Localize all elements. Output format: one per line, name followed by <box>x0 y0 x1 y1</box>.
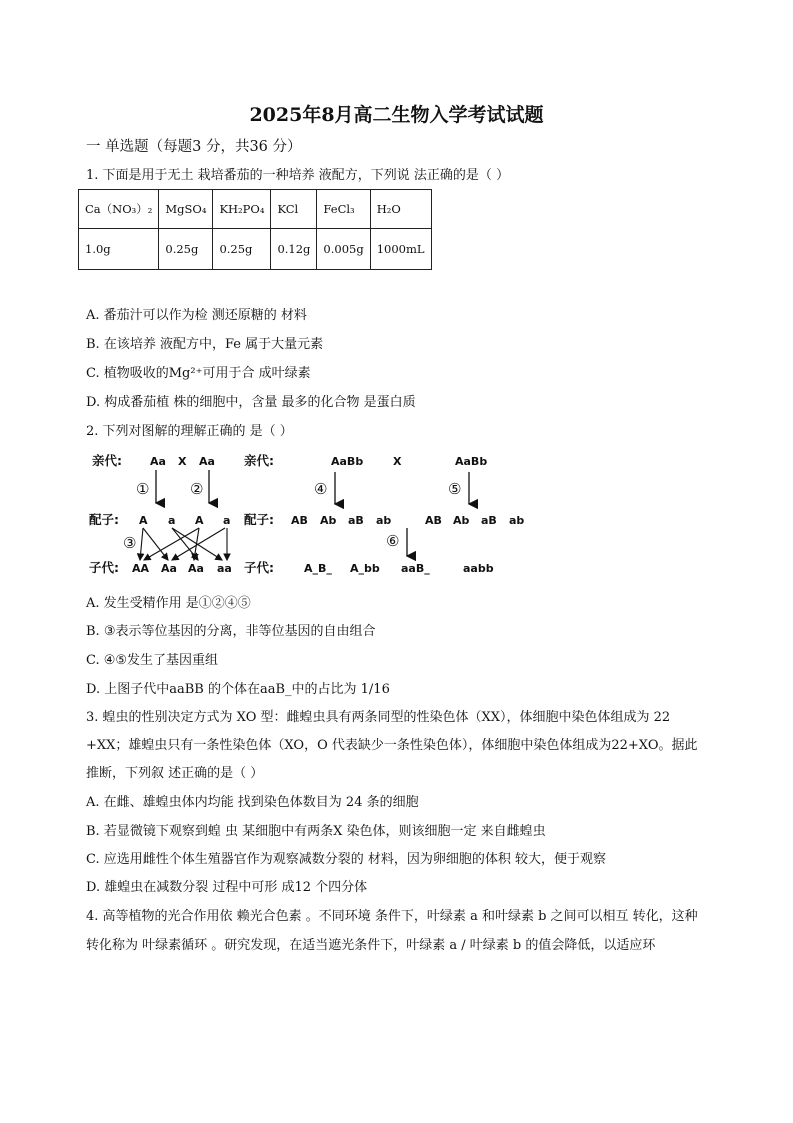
q3-option-c: C. 应选用雌性个体生殖器官作为观察减数分裂的 材料，因为卵细胞的体积 较大，便于观察 <box>86 852 607 867</box>
nutrient-table <box>78 189 432 270</box>
q2-stem: 2. 下列对图解的理解正确的 是（ ） <box>86 424 293 439</box>
right-offspring: A_B_ <box>304 562 332 575</box>
table-header-row <box>79 190 432 229</box>
right-offspring: aabb <box>463 562 494 575</box>
table-cell: 0.005g <box>317 229 370 270</box>
q3-line-3: 推断，下列叙 述正确的是（ ） <box>86 766 264 781</box>
q2-option-c: C. ④⑤发生了基因重组 <box>86 653 219 668</box>
right-gamete: Ab <box>320 514 337 527</box>
genetics-diagram <box>86 448 546 588</box>
offspring-label-left: 子代: <box>89 560 119 575</box>
q1-option-c: C. 植物吸收的Mg²⁺可用于合 成叶绿素 <box>86 366 311 381</box>
q3-line-1: 3. 蝗虫的性别决定方式为 XO 型：雌蝗虫具有两条同型的性染色体（XX），体细胞中染色体组成为 22 <box>86 710 671 725</box>
offspring-label-right: 子代: <box>244 560 274 575</box>
right-gamete: Ab <box>453 514 470 527</box>
left-offspring: AA <box>132 562 150 575</box>
right-offspring: aaB_ <box>401 562 430 575</box>
left-parent: Aa <box>150 455 166 468</box>
q2-option-a: A. 发生受精作用 是①②④⑤ <box>86 596 251 611</box>
table-cell: 0.25g <box>213 229 271 270</box>
q3-option-b: B. 若显微镜下观察到蝗 虫 某细胞中有两条X 染色体，则该细胞一定 来自雌蝗虫 <box>86 824 546 839</box>
section-heading: 一 单选题（每题3 分，共36 分） <box>86 139 302 155</box>
right-cross-sign: X <box>393 455 402 468</box>
right-parent: AaBb <box>331 455 364 468</box>
right-parent: AaBb <box>455 455 488 468</box>
table-row <box>79 229 432 270</box>
page-title: 2025年8月高二生物入学考试试题 <box>249 104 544 126</box>
left-gamete: A <box>139 514 148 527</box>
table-header-cell: KH₂PO₄ <box>213 190 271 229</box>
table-header-cell: H₂O <box>370 190 431 229</box>
table-header-cell: Ca（NO₃）₂ <box>79 190 159 229</box>
gamete-label-left: 配子: <box>89 512 119 527</box>
table-header-cell: MgSO₄ <box>159 190 213 229</box>
right-gamete: AB <box>425 514 442 527</box>
gamete-label-right: 配子: <box>244 512 274 527</box>
table-cell: 1.0g <box>79 229 159 270</box>
right-gamete: AB <box>291 514 308 527</box>
right-gamete: ab <box>376 514 392 527</box>
left-cross-sign: X <box>178 455 187 468</box>
table-cell: 0.25g <box>159 229 213 270</box>
table-cell: 0.12g <box>271 229 317 270</box>
q3-option-a: A. 在雌、雄蝗虫体内均能 找到染色体数目为 24 条的细胞 <box>86 795 419 810</box>
table-header-cell: KCl <box>271 190 317 229</box>
marker-4: ④ <box>314 480 328 498</box>
q1-option-a: A. 番茄汁可以作为检 测还原糖的 材料 <box>86 308 307 323</box>
left-offspring: Aa <box>188 562 204 575</box>
q1-stem: 1. 下面是用于无土 栽培番茄的一种培养 液配方，下列说 法正确的是（ ） <box>86 168 510 183</box>
right-offspring: A_bb <box>350 562 380 575</box>
right-gamete: aB <box>481 514 497 527</box>
marker-1: ① <box>136 480 150 498</box>
left-offspring: Aa <box>161 562 177 575</box>
table-header-cell: FeCl₃ <box>317 190 370 229</box>
right-gamete: ab <box>509 514 525 527</box>
left-gamete: A <box>195 514 204 527</box>
q1-option-d: D. 构成番茄植 株的细胞中，含量 最多的化合物 是蛋白质 <box>86 395 416 410</box>
right-gamete: aB <box>348 514 364 527</box>
left-gamete: a <box>223 514 231 527</box>
table-cell: 1000mL <box>370 229 431 270</box>
q3-option-d: D. 雄蝗虫在减数分裂 过程中可形 成12 个四分体 <box>86 880 368 895</box>
marker-2: ② <box>190 480 204 498</box>
marker-6: ⑥ <box>386 532 400 550</box>
q1-option-b: B. 在该培养 液配方中，Fe 属于大量元素 <box>86 337 324 352</box>
marker-3: ③ <box>123 534 137 552</box>
parent-label-right: 亲代: <box>244 453 274 468</box>
q4-line-2: 转化称为 叶绿素循环 。研究发现，在适当遮光条件下，叶绿素 a / 叶绿素 b 的值会降低，以适应环 <box>86 938 656 953</box>
q3-line-2: +XX；雄蝗虫只有一条性染色体（XO，O 代表缺少一条性染色体），体细胞中染色体组成为22+XO。据此 <box>86 738 698 753</box>
marker-5: ⑤ <box>448 480 462 498</box>
q2-option-b: B. ③表示等位基因的分离，非等位基因的自由组合 <box>86 624 376 639</box>
q2-option-d: D. 上图子代中aaBB 的个体在aaB_中的占比为 1/16 <box>86 682 390 697</box>
parent-label-left: 亲代: <box>92 453 122 468</box>
q4-line-1: 4. 高等植物的光合作用依 赖光合色素 。不同环境 条件下，叶绿素 a 和叶绿素 b 之间可以相互 转化，这种 <box>86 909 698 924</box>
left-gamete: a <box>168 514 176 527</box>
left-parent: Aa <box>199 455 215 468</box>
left-offspring: aa <box>217 562 232 575</box>
